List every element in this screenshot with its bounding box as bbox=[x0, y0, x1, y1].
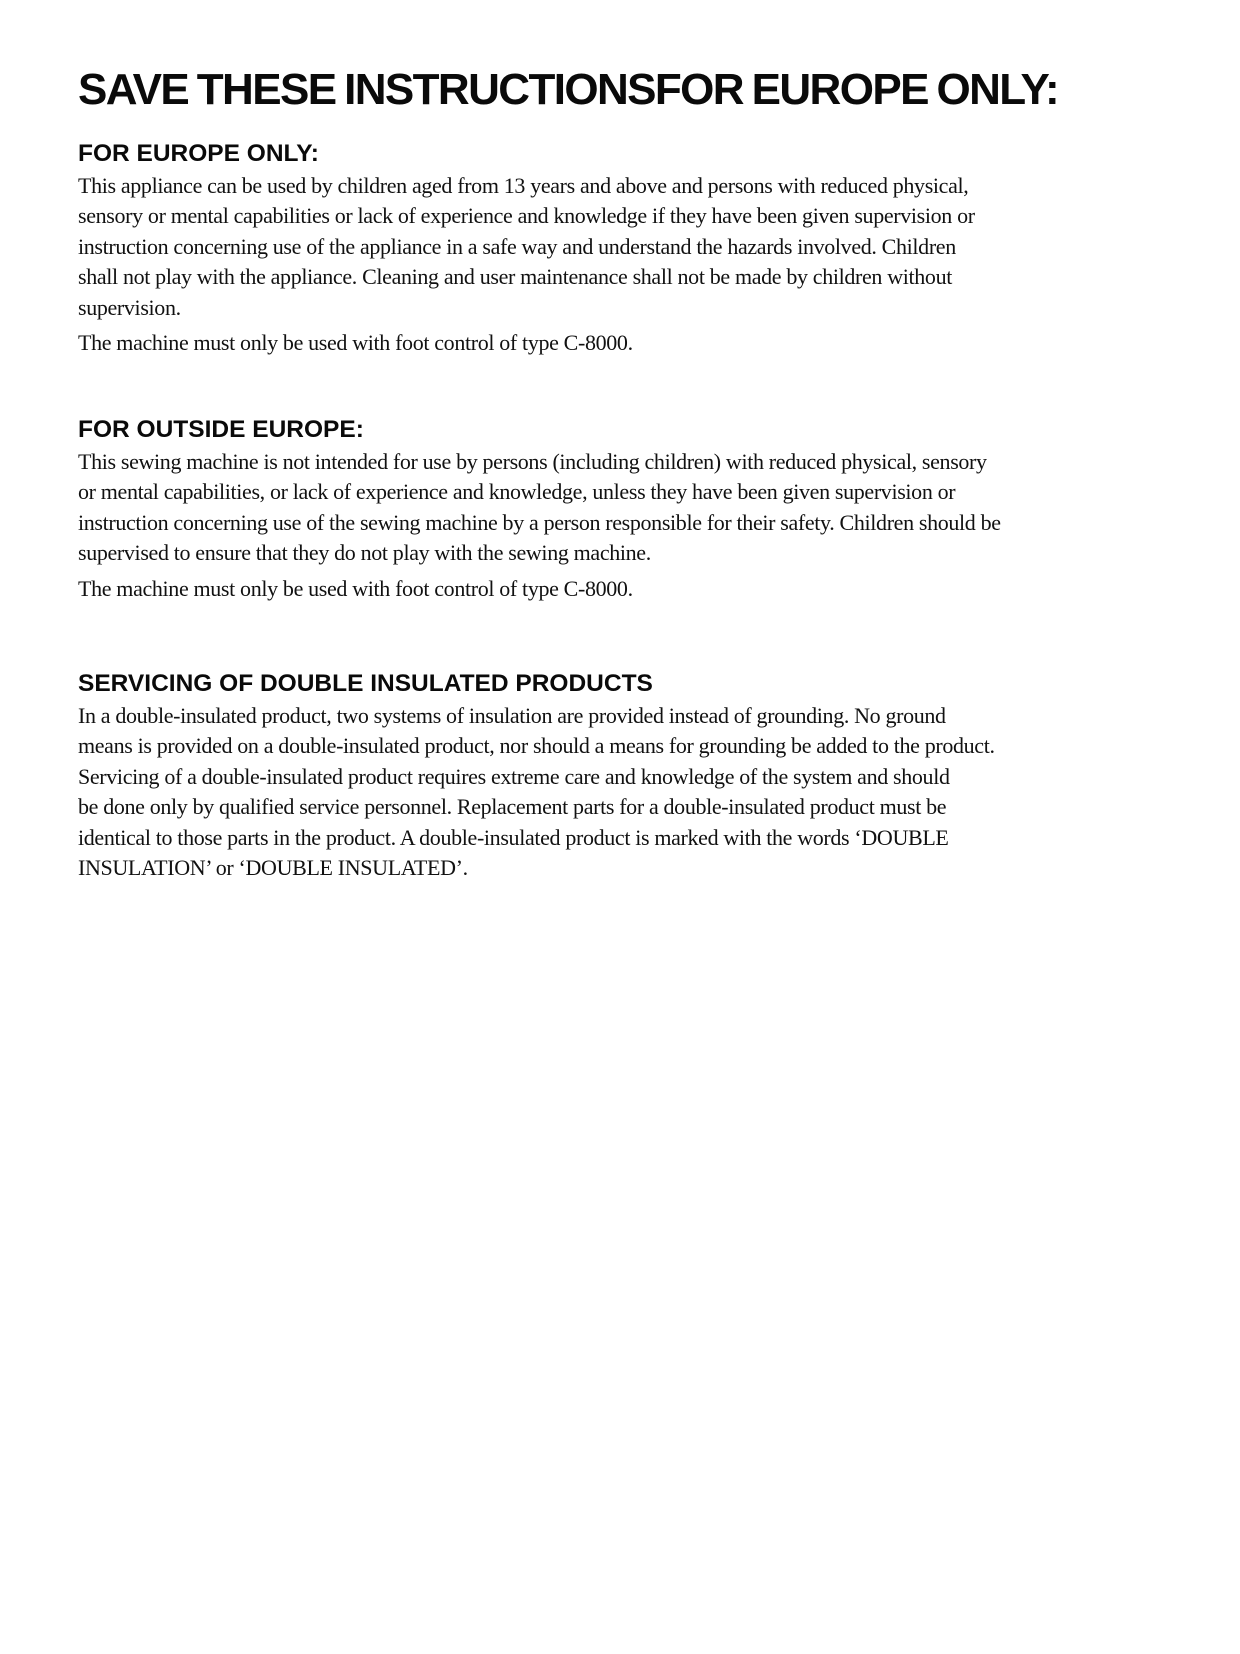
paragraph-line: sensory or mental capabilities or lack of experience and knowledge if they have been given supervision or bbox=[78, 203, 975, 229]
foot-control-note bbox=[78, 328, 1190, 358]
paragraph-line: supervised to ensure that they do not play with the sewing machine. bbox=[78, 540, 651, 566]
paragraph-line: instruction concerning use of the sewing machine by a person responsible for their safety. Children should be bbox=[78, 509, 1001, 535]
paragraph-line: supervision. bbox=[78, 294, 181, 320]
section-servicing-double-insulated bbox=[78, 667, 1190, 883]
section-paragraph bbox=[78, 447, 1190, 569]
paragraph-line: In a double-insulated product, two systems of insulation are provided instead of grounding. No ground bbox=[78, 703, 946, 728]
paragraph-line: Servicing of a double-insulated product requires extreme care and knowledge of the system and should bbox=[78, 763, 950, 789]
section-paragraph bbox=[78, 701, 1190, 883]
section-heading: FOR EUROPE ONLY: bbox=[78, 140, 319, 167]
paragraph-line: This sewing machine is not intended for use by persons (including children) with reduced physical, sensory bbox=[78, 449, 987, 474]
paragraph-line: or mental capabilities, or lack of experience and knowledge, unless they have been given supervision or bbox=[78, 479, 956, 505]
paragraph-line: instruction concerning use of the appliance in a safe way and understand the hazards involved. Children bbox=[78, 233, 956, 259]
foot-control-note bbox=[78, 574, 1190, 604]
note-line: The machine must only be used with foot control of type C-8000. bbox=[78, 330, 633, 356]
section-heading: SERVICING OF DOUBLE INSULATED PRODUCTS bbox=[78, 670, 653, 697]
page-title: SAVE THESE INSTRUCTIONSFOR EUROPE ONLY: bbox=[78, 65, 1059, 114]
section-heading: FOR OUTSIDE EUROPE: bbox=[78, 416, 364, 443]
paragraph-line: be done only by qualified service personnel. Replacement parts for a double-insulated product must be bbox=[78, 794, 947, 820]
paragraph-line: identical to those parts in the product. A double-insulated product is marked with the words ‘DOUBLE bbox=[78, 824, 949, 850]
paragraph-line: This appliance can be used by children aged from 13 years and above and persons with reduced physical, bbox=[78, 173, 969, 198]
section-paragraph bbox=[78, 171, 1190, 323]
section-outside-europe bbox=[78, 413, 1190, 604]
note-line: The machine must only be used with foot control of type C-8000. bbox=[78, 575, 633, 601]
section-europe-only bbox=[78, 137, 1190, 358]
paragraph-line: shall not play with the appliance. Cleaning and user maintenance shall not be made by children without bbox=[78, 264, 952, 290]
paragraph-line: INSULATION’ or ‘DOUBLE INSULATED’. bbox=[78, 855, 468, 881]
paragraph-line: means is provided on a double-insulated product, nor should a means for grounding be added to the product. bbox=[78, 733, 995, 759]
